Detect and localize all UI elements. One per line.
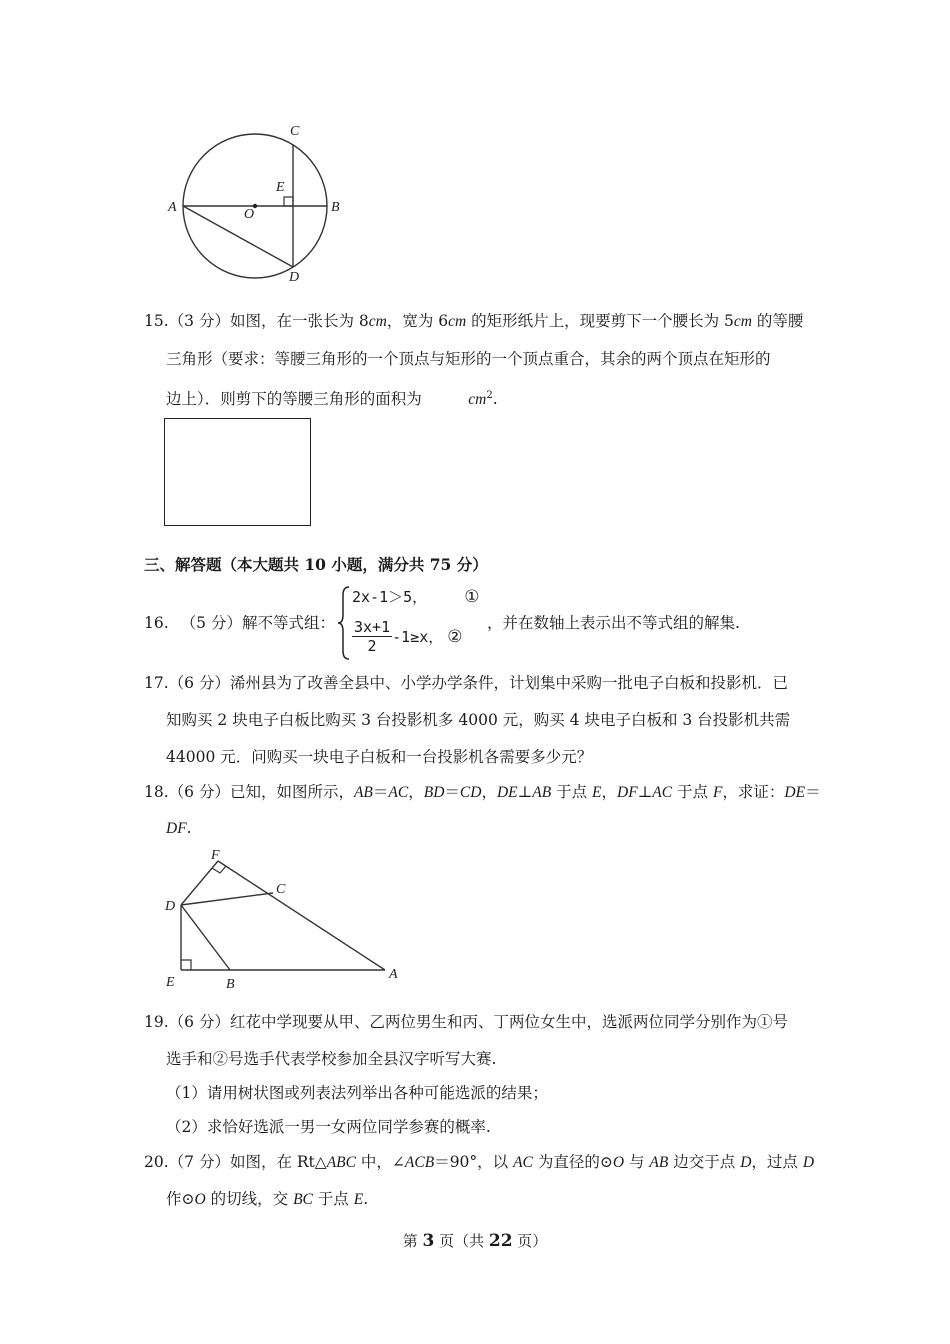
- circled-mark-1: ①: [464, 587, 480, 607]
- q18-line-2: [166, 818, 192, 839]
- q18-text: ＝: [372, 783, 389, 801]
- q20-text: 于点: [312, 1190, 354, 1208]
- q20-text: 作⊙: [166, 1190, 195, 1208]
- inequality-1: [352, 586, 479, 607]
- math-var: ACB: [404, 1154, 435, 1171]
- q20-text: 中，∠: [355, 1153, 405, 1171]
- inequality-2-text: -1≥x，: [392, 628, 444, 646]
- math-var: AC: [388, 784, 409, 801]
- footer-text: 页（共: [434, 1232, 489, 1250]
- q19-subquestion: （1）请用树状图或列表法列举出各种可能选派的结果；: [166, 1084, 548, 1102]
- right-angle-mark-f: [212, 866, 226, 873]
- math-var: DF: [617, 784, 638, 801]
- triangle-figure: [160, 845, 410, 995]
- section-title-text: 三、解答题（本大题共 10 小题，满分共 75 分）: [144, 555, 488, 574]
- math-var: ABC: [326, 1154, 356, 1171]
- math-var: D: [802, 1154, 815, 1171]
- q16-line: [144, 613, 335, 633]
- q17-line-2: [166, 710, 790, 730]
- unit-cm: cm: [733, 313, 752, 330]
- label-o: O: [244, 207, 255, 222]
- chord-ad: [183, 206, 293, 267]
- segment-dc: [181, 893, 273, 905]
- q15-line-3: [166, 386, 498, 410]
- math-var: BC: [293, 1191, 313, 1208]
- math-var: AB: [353, 784, 373, 801]
- q19-sub-2: [166, 1117, 491, 1137]
- unit-cm: cm: [368, 313, 387, 330]
- circle-figure: [160, 118, 360, 288]
- q17-text: （6 分）浠州县为了改善全县中、小学办学条件，计划集中采购一批电子白板和投影机．已: [168, 674, 788, 692]
- superscript: 2: [486, 390, 493, 401]
- label-c: C: [276, 882, 286, 897]
- math-var: AB: [532, 784, 552, 801]
- math-var: DE: [496, 784, 518, 801]
- math-var: AC: [513, 1154, 533, 1171]
- math-var: E: [353, 1191, 364, 1208]
- q20-text: 与: [624, 1153, 650, 1171]
- label-e: E: [276, 180, 285, 195]
- q18-line-1: [144, 782, 821, 803]
- q18-text: ⊥: [637, 783, 653, 801]
- fraction-numerator: 3x+1: [354, 618, 391, 636]
- label-a: A: [389, 967, 398, 982]
- q16-number: 16.: [144, 614, 169, 632]
- footer-text: 第: [402, 1232, 423, 1250]
- q19-line-1: [144, 1012, 788, 1032]
- q17-number: 17.: [144, 674, 169, 692]
- q15-number: 15.: [144, 312, 169, 330]
- q19-sub-1: [166, 1083, 548, 1103]
- q18-text: 于点: [551, 783, 593, 801]
- q16-text: （5 分）解不等式组：: [180, 614, 335, 632]
- q18-text: ，求证：: [722, 783, 785, 801]
- q18-text: ⊥: [517, 783, 533, 801]
- label-b: B: [331, 200, 340, 215]
- q19-number: 19.: [144, 1013, 169, 1031]
- label-d: D: [165, 899, 176, 914]
- q20-line-2: [166, 1189, 368, 1210]
- rectangle-figure: [164, 418, 311, 526]
- q18-number: 18.: [144, 783, 169, 801]
- total-pages: 22: [488, 1231, 513, 1251]
- q20-text: 为直径的⊙: [532, 1153, 613, 1171]
- q17-text: 44000 元．问购买一块电子白板和一台投影机各需要多少元？: [166, 748, 593, 766]
- q18-text: ＝: [444, 783, 460, 801]
- circled-mark-2: ②: [447, 626, 463, 647]
- page-number: 3: [422, 1231, 435, 1251]
- q20-text: 的切线，交: [205, 1190, 294, 1208]
- q15-line-2: [166, 349, 771, 369]
- label-e: E: [166, 975, 175, 990]
- footer-text: 页）: [512, 1232, 548, 1250]
- unit-cm: cm: [468, 391, 487, 409]
- fraction: [352, 618, 392, 655]
- q18-text: ，: [408, 783, 424, 801]
- math-var: AB: [649, 1154, 669, 1171]
- label-c: C: [290, 124, 300, 139]
- q18-text: ＝: [805, 783, 821, 801]
- q15-text: 的矩形纸片上，现要剪下一个腰长为 5: [466, 312, 734, 330]
- label-a: A: [168, 200, 177, 215]
- fraction-denominator: 2: [367, 637, 377, 655]
- q20-text: （7 分）如图，在 Rt△: [168, 1153, 327, 1171]
- page-footer: [0, 1230, 950, 1251]
- q17-line-1: [144, 673, 788, 693]
- q15-text: 三角形（要求：等腰三角形的一个顶点与矩形的一个顶点重合，其余的两个顶点在矩形的: [166, 350, 771, 368]
- math-var: E: [592, 784, 602, 801]
- label-f: F: [211, 848, 220, 863]
- q18-text: ，: [601, 783, 618, 801]
- math-var: AC: [652, 784, 673, 801]
- q19-line-2: [166, 1049, 496, 1069]
- math-var: D: [740, 1154, 752, 1171]
- q20-text: .: [363, 1190, 369, 1208]
- q19-text: （6 分）红花中学现要从甲、乙两位男生和丙、丁两位女生中，选派两位同学分别作为①号: [168, 1013, 788, 1031]
- q15-text: 的等腰: [751, 312, 804, 330]
- section-title: [144, 555, 488, 575]
- label-d: D: [289, 270, 300, 285]
- q15-text: .: [492, 390, 498, 409]
- q15-text: （3 分）如图，在一张长为 8: [168, 312, 369, 330]
- q16-text: ，并在数轴上表示出不等式组的解集.: [487, 614, 740, 632]
- q20-text: 边交于点: [668, 1153, 741, 1171]
- math-var: O: [612, 1154, 625, 1171]
- q15-text: ，宽为 6: [386, 312, 449, 330]
- q15-text: 边上）．则剪下的等腰三角形的面积为: [166, 390, 422, 409]
- math-var: O: [194, 1191, 206, 1208]
- q17-text: 知购买 2 块电子白板比购买 3 台投影机多 4000 元，购买 4 块电子白板和 3 台投影机共需: [166, 711, 791, 729]
- q18-text: ，: [481, 783, 497, 801]
- q15-line-1: [144, 311, 803, 332]
- math-var: F: [712, 784, 723, 801]
- q19-subquestion: （2）求恰好选派一男一女两位同学参赛的概率.: [166, 1118, 491, 1136]
- q18-text: （6 分）已知，如图所示，: [168, 783, 354, 801]
- answer-blank: [422, 390, 469, 408]
- math-var: DE: [784, 784, 806, 801]
- math-var: CD: [459, 784, 482, 801]
- inequality-2: [352, 618, 463, 655]
- right-angle-mark: [284, 197, 293, 206]
- q20-text: ，过点: [751, 1153, 803, 1171]
- right-angle-mark-e: [181, 960, 191, 970]
- q18-text: 于点: [672, 783, 713, 801]
- q18-text: .: [186, 819, 192, 837]
- math-var: BD: [423, 784, 445, 801]
- q20-number: 20.: [144, 1153, 169, 1171]
- q20-text: ＝90°，以: [434, 1153, 514, 1171]
- q20-line-1: [144, 1152, 814, 1173]
- unit-cm: cm: [448, 313, 467, 330]
- q17-line-3: [166, 747, 592, 767]
- q19-text: 选手和②号选手代表学校参加全县汉字听写大赛.: [166, 1050, 497, 1068]
- system-brace: [337, 585, 351, 661]
- q16-tail: [487, 613, 740, 633]
- label-b: B: [226, 977, 235, 992]
- math-var: DF: [166, 820, 187, 837]
- segment-fa: [218, 861, 385, 970]
- inequality-1-text: 2x-1＞5，: [352, 588, 428, 606]
